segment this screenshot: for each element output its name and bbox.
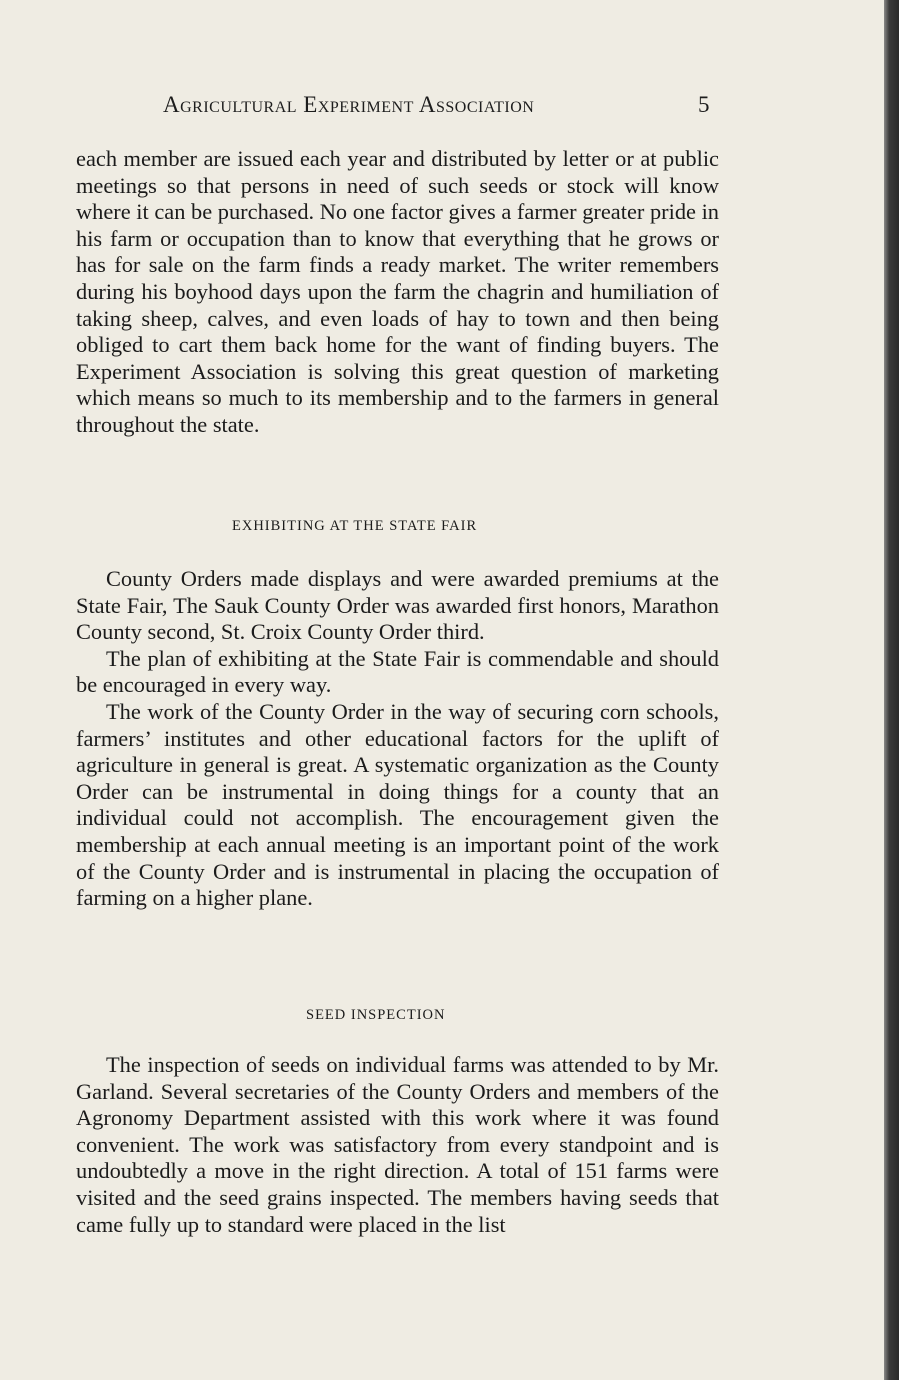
- page-binding-edge: [884, 0, 899, 1380]
- page-number: 5: [698, 92, 710, 117]
- body-text-state-fair: [76, 566, 719, 912]
- paragraph-continued: each member are issued each year and distributed by letter or at public meetings so that persons in need of such seeds or stock will know where it can be purchased. No one factor gives a farmer greater pride in his farm or occupation than to know that everything that he grows or has for sale on the farm finds a ready market. The writer remembers during his boyhood days upon the farm the chagrin and humiliation of taking sheep, calves, and even loads of hay to town and then being obliged to cart them back home for the want of finding buyers. The Experiment Association is solving this great question of marketing which means so much to its membership and to the farmers in general throughout the state.: [76, 146, 719, 437]
- paragraph-exhibiting: The plan of exhibiting at the State Fair is commendable and should be encouraged in every way.: [76, 645, 719, 698]
- section-heading-state-fair: EXHIBITING AT THE STATE FAIR: [232, 518, 478, 534]
- paragraph-county-order-work: The work of the County Order in the way of securing corn schools, farmers’ institutes and other educational factors for the uplift of agriculture in general is great. A systematic organization as the County Order can be instrumental in doing things for a county that an individual could not accomplish. The encouragement given the membership at each annual meeting is an important point of the work of the County Order and is instrumental in placing the occupation of farming on a higher plane.: [76, 698, 719, 911]
- body-text-continued: [76, 146, 719, 439]
- running-header: [163, 92, 723, 118]
- paragraph-county-orders: County Orders made displays and were awarded premiums at the State Fair, The Sauk County Order was awarded first honors, Marathon County second, St. Croix County Order third.: [76, 566, 719, 645]
- section-heading-seed-inspection: SEED INSPECTION: [306, 1007, 446, 1023]
- body-text-seed-inspection: [76, 1052, 719, 1238]
- paragraph-seed-inspection: The inspection of seeds on individual farms was attended to by Mr. Garland. Several secretaries of the County Orders and members of the Agronomy Department assisted with this work where it was found convenient. The work was satisfactory from every standpoint and is undoubtedly a move in the right direction. A total of 151 farms were visited and the seed grains inspected. The members having seeds that came fully up to standard were placed in the list: [76, 1052, 719, 1237]
- running-title: Agricultural Experiment Association: [163, 92, 535, 117]
